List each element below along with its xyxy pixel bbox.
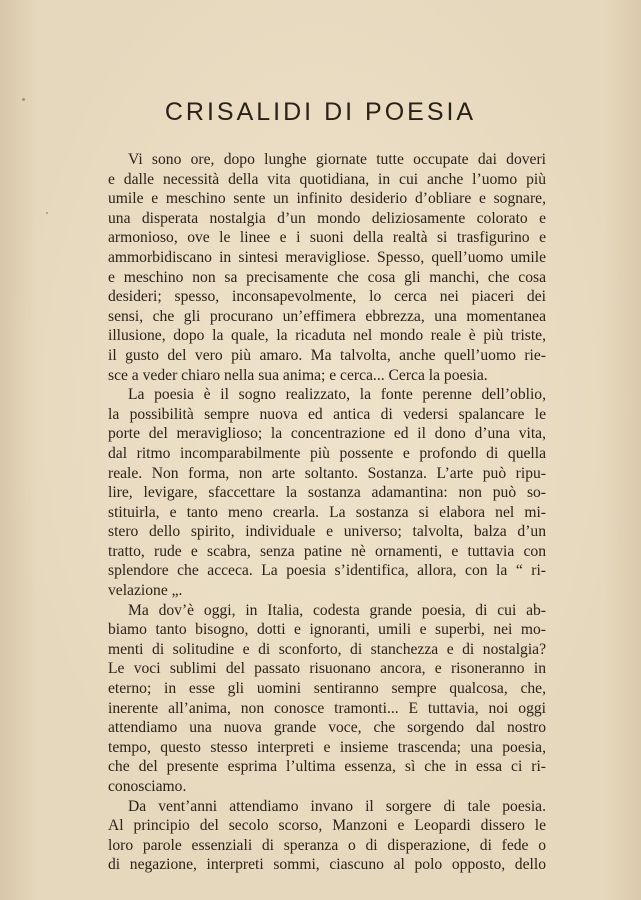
text-line: e dalle necessità della vita quotidiana, in cui anche l’uomo più (108, 170, 546, 188)
text-line: che del presente esprima l’ultima essenza, sì che in essa ci ri- (108, 758, 546, 776)
text-line: biamo tanto bisogno, dotti e ignoranti, umili e superbi, nei mo- (108, 621, 546, 639)
text-line: e meschino non sa precisamente che cosa gli manchi, che cosa (108, 268, 546, 286)
text-line: velazione „. (108, 582, 183, 600)
text-line: di negazione, interpreti sommi, ciascuno al polo opposto, dello (108, 856, 546, 874)
page-title: CRISALIDI DI POESIA (164, 98, 477, 126)
text-line: attendiamo una nuova grande voce, che sorgendo dal nostro (108, 719, 546, 737)
text-line: lire, levigare, sfaccettare la sostanza adamantina: non può so- (108, 484, 546, 502)
text-line: ammorbidiscano in sintesi meravigliose. Spesso, quell’uomo umile (108, 248, 546, 266)
text-line: La poesia è il sogno realizzato, la fonte perenne dell’oblio, (128, 386, 546, 404)
text-line: illusione, dopo la quale, la ricaduta nel mondo reale è più triste, (108, 327, 546, 345)
text-line: eterno; in esse gli uomini sentiranno sempre qualcosa, che, (108, 680, 546, 698)
text-line: umile e meschino sente un infinito desiderio d’obliare e sognare, (108, 190, 546, 208)
text-line: menti di solitudine e di sconforto, di stanchezza e di nostalgia? (108, 640, 546, 658)
text-line: sce a veder chiaro nella sua anima; e cerca... Cerca la poesia. (108, 366, 488, 384)
text-line: dal ritmo incomparabilmente più possente e profondo di quella (108, 444, 546, 462)
text-line: Vi sono ore, dopo lunghe giornate tutte occupate dai doveri (128, 151, 546, 168)
text-line: conosciamo. (108, 778, 187, 795)
text-line: stero dello spirito, individuale e universo; talvolta, balza d’un (108, 523, 546, 541)
text-line: Da vent’anni attendiamo invano il sorgere di tale poesia. (128, 797, 546, 815)
text-line: inerente all’anima, non conosce tramonti... E tuttavia, noi oggi (108, 699, 546, 717)
text-line: reale. Non forma, non arte soltanto. Sostanza. L’arte può ripu- (108, 464, 546, 482)
text-line: il gusto del vero più amaro. Ma talvolta, anche quell’uomo rie- (108, 346, 546, 364)
text-line: splendore che acceca. La poesia s’identifica, allora, con la “ ri- (108, 562, 546, 580)
text-line: tempo, questo stesso interpreti e insieme trascenda; una poesia, (108, 738, 546, 756)
text-line: armonioso, ove le linee e i suoni della realtà si trasfigurino e (108, 229, 546, 247)
text-line: stituirla, e tanto meno crearla. La sostanza si elabora nel mi- (108, 503, 546, 521)
text-line: la possibilità sempre nuova ed antica di vedersi spalancare le (108, 405, 546, 423)
body-text (108, 150, 546, 875)
text-line: sensi, che gli procurano un’effimera ebbrezza, una momentanea (108, 307, 546, 325)
paper-speck (46, 212, 48, 214)
text-line: loro parole essenziali di speranza o di disperazione, di fede o (108, 836, 546, 854)
text-line: tratto, rude e scabra, senza patine nè ornamenti, e tuttavia con (108, 542, 546, 560)
text-line: desideri; spesso, inconsapevolmente, lo cerca nei piaceri dei (108, 288, 546, 306)
text-line: una disperata nostalgia d’un mondo deliziosamente colorato e (108, 209, 546, 227)
text-line: Al principio del secolo scorso, Manzoni e Leopardi dissero le (108, 817, 546, 835)
text-line: Le voci sublimi del passato risuonano ancora, e risoneranno in (108, 660, 546, 678)
text-line: porte del meraviglioso; la concentrazione ed il dono d’una vita, (108, 425, 546, 443)
paper-speck (22, 98, 25, 101)
text-line: Ma dov’è oggi, in Italia, codesta grande poesia, di cui ab- (128, 601, 546, 619)
